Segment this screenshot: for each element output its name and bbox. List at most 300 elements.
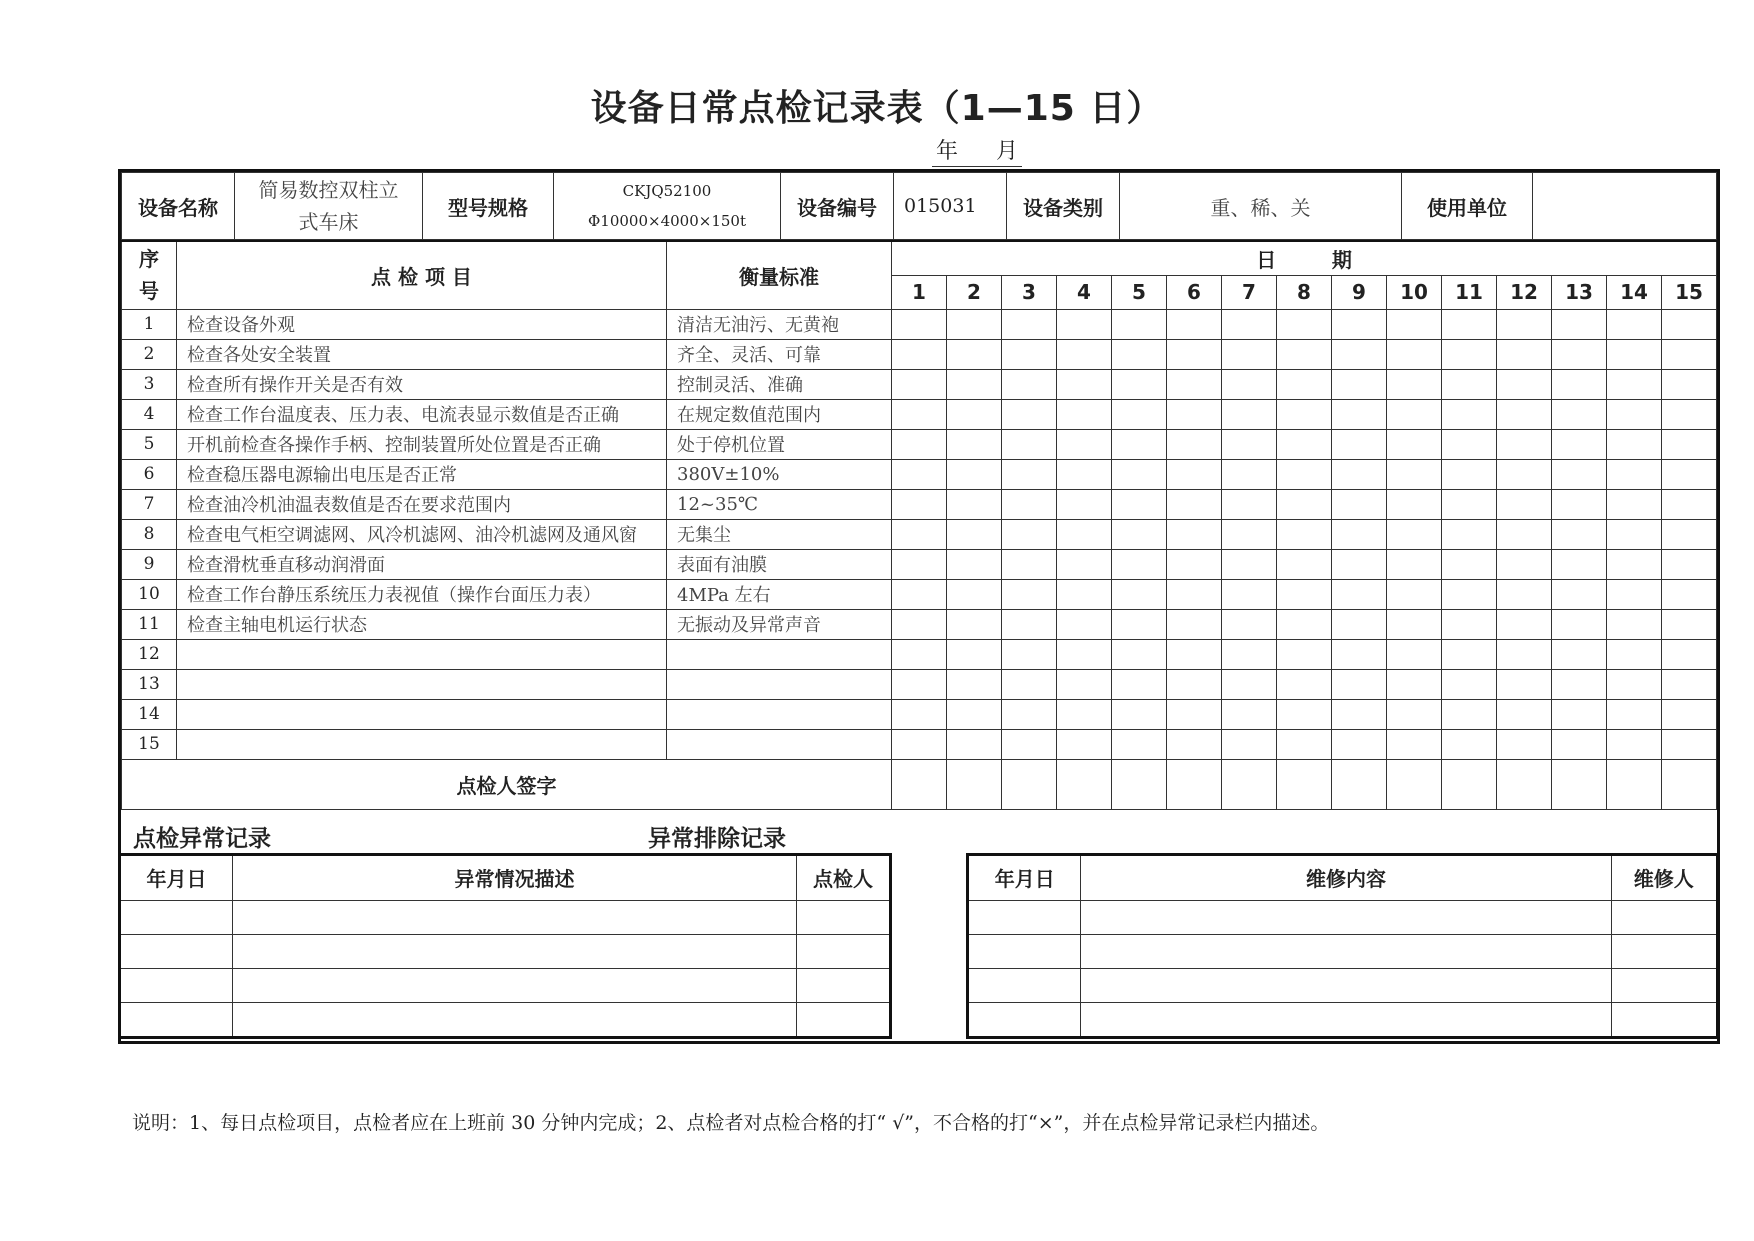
day-check-cell[interactable] [1277,639,1332,669]
day-check-cell[interactable] [1057,339,1112,369]
day-check-cell[interactable] [1387,639,1442,669]
category-label: 设备类别 [1007,173,1120,240]
day-check-cell[interactable] [1332,459,1387,489]
day-check-cell[interactable] [1387,339,1442,369]
day-check-cell[interactable] [892,699,947,729]
day-check-cell[interactable] [1552,549,1607,579]
item-row [122,399,1717,429]
day-check-cell[interactable] [1277,669,1332,699]
item-number: 2 [122,339,177,369]
day-check-cell[interactable] [1112,309,1167,339]
day-check-cell[interactable] [1442,369,1497,399]
day-header: 10 [1387,275,1442,309]
day-check-cell[interactable] [1662,489,1717,519]
item-number: 11 [122,609,177,639]
day-check-cell[interactable] [1222,489,1277,519]
day-check-cell[interactable] [892,609,947,639]
day-check-cell[interactable] [1607,309,1662,339]
item-standard [667,729,892,759]
day-check-cell[interactable] [1222,669,1277,699]
item-standard: 在规定数值范围内 [667,399,892,429]
day-check-cell[interactable] [1057,579,1112,609]
item-standard: 处于停机位置 [667,429,892,459]
item-row [122,579,1717,609]
day-check-cell[interactable] [1497,669,1552,699]
day-check-cell[interactable] [1442,399,1497,429]
day-check-cell[interactable] [892,369,947,399]
day-check-cell[interactable] [1002,429,1057,459]
signature-cell[interactable] [1607,759,1662,809]
day-check-cell[interactable] [1277,729,1332,759]
day-check-cell[interactable] [1442,309,1497,339]
day-check-cell[interactable] [1607,459,1662,489]
day-check-cell[interactable] [1112,339,1167,369]
day-check-cell[interactable] [1442,729,1497,759]
day-check-cell[interactable] [1442,699,1497,729]
day-check-cell[interactable] [1442,549,1497,579]
day-check-cell[interactable] [1002,459,1057,489]
day-check-cell[interactable] [1112,639,1167,669]
day-check-cell[interactable] [1332,699,1387,729]
day-check-cell[interactable] [1167,519,1222,549]
day-header: 2 [947,275,1002,309]
day-check-cell[interactable] [1277,519,1332,549]
day-check-cell[interactable] [1222,339,1277,369]
signature-cell[interactable] [1002,759,1057,809]
day-header: 7 [1222,275,1277,309]
day-header: 6 [1167,275,1222,309]
item-number: 1 [122,309,177,339]
day-check-cell[interactable] [1167,369,1222,399]
signature-cell[interactable] [892,759,947,809]
signature-cell[interactable] [1552,759,1607,809]
day-check-cell[interactable] [1607,429,1662,459]
day-check-cell[interactable] [892,489,947,519]
day-check-cell[interactable] [1002,399,1057,429]
day-check-cell[interactable] [1442,519,1497,549]
day-check-cell[interactable] [1442,429,1497,459]
abnormal-row [120,1002,891,1037]
day-check-cell[interactable] [1167,339,1222,369]
day-check-cell[interactable] [1497,339,1552,369]
day-check-cell[interactable] [1662,729,1717,759]
day-check-cell[interactable] [1607,639,1662,669]
day-check-cell[interactable] [1277,579,1332,609]
repair-date-header: 年月日 [968,854,1081,900]
day-header: 4 [1057,275,1112,309]
day-check-cell[interactable] [1607,399,1662,429]
day-check-cell[interactable] [1607,549,1662,579]
day-check-cell[interactable] [1002,309,1057,339]
item-number: 15 [122,729,177,759]
day-check-cell[interactable] [1167,729,1222,759]
day-check-cell[interactable] [947,369,1002,399]
day-check-cell[interactable] [1112,399,1167,429]
day-check-cell[interactable] [1057,369,1112,399]
day-check-cell[interactable] [1607,729,1662,759]
day-check-cell[interactable] [947,459,1002,489]
day-check-cell[interactable] [1662,699,1717,729]
item-row [122,489,1717,519]
day-check-cell[interactable] [1277,399,1332,429]
day-check-cell[interactable] [1222,369,1277,399]
day-check-cell[interactable] [1222,609,1277,639]
day-check-cell[interactable] [947,549,1002,579]
day-check-cell[interactable] [1167,549,1222,579]
day-check-cell[interactable] [1167,429,1222,459]
day-check-cell[interactable] [1057,519,1112,549]
repair-repairer-header: 维修人 [1611,854,1717,900]
day-check-cell[interactable] [1277,549,1332,579]
day-check-cell[interactable] [892,309,947,339]
day-check-cell[interactable] [1002,669,1057,699]
day-check-cell[interactable] [1167,579,1222,609]
day-check-cell[interactable] [1222,519,1277,549]
day-check-cell[interactable] [1497,309,1552,339]
day-check-cell[interactable] [1387,399,1442,429]
day-check-cell[interactable] [1057,309,1112,339]
day-check-cell[interactable] [1002,369,1057,399]
item-description [177,669,667,699]
day-check-cell[interactable] [947,609,1002,639]
item-row [122,459,1717,489]
day-check-cell[interactable] [1057,699,1112,729]
item-description: 检查各处安全装置 [177,339,667,369]
day-check-cell[interactable] [1057,669,1112,699]
abnormal-inspector-header: 点检人 [797,854,891,900]
day-check-cell[interactable] [1662,639,1717,669]
day-check-cell[interactable] [1002,699,1057,729]
day-check-cell[interactable] [1112,549,1167,579]
day-check-cell[interactable] [1112,429,1167,459]
day-check-cell[interactable] [947,489,1002,519]
day-check-cell[interactable] [1057,729,1112,759]
day-check-cell[interactable] [1662,609,1717,639]
day-check-cell[interactable] [1662,579,1717,609]
day-check-cell[interactable] [1222,699,1277,729]
day-check-cell[interactable] [1222,429,1277,459]
day-check-cell[interactable] [1442,459,1497,489]
day-check-cell[interactable] [947,639,1002,669]
item-number: 3 [122,369,177,399]
day-check-cell[interactable] [1222,579,1277,609]
day-check-cell[interactable] [1057,549,1112,579]
day-check-cell[interactable] [1277,429,1332,459]
day-check-cell[interactable] [1167,609,1222,639]
day-check-cell[interactable] [1167,669,1222,699]
day-check-cell[interactable] [1057,639,1112,669]
day-check-cell[interactable] [1222,309,1277,339]
signature-cell[interactable] [1662,759,1717,809]
day-check-cell[interactable] [1277,339,1332,369]
signature-cell[interactable] [1332,759,1387,809]
day-check-cell[interactable] [1662,339,1717,369]
day-check-cell[interactable] [1002,729,1057,759]
day-check-cell[interactable] [1387,609,1442,639]
day-check-cell[interactable] [1442,579,1497,609]
day-check-cell[interactable] [1167,309,1222,339]
day-check-cell[interactable] [1497,399,1552,429]
repair-row [968,900,1718,934]
day-check-cell[interactable] [1607,369,1662,399]
item-row [122,609,1717,639]
day-check-cell[interactable] [1662,309,1717,339]
day-check-cell[interactable] [892,669,947,699]
day-check-cell[interactable] [1497,489,1552,519]
year-month-line [932,138,1022,167]
day-check-cell[interactable] [1222,729,1277,759]
inspection-form [118,169,1720,1044]
item-description: 检查稳压器电源输出电压是否正常 [177,459,667,489]
day-check-cell[interactable] [1497,369,1552,399]
signature-cell[interactable] [1167,759,1222,809]
day-check-cell[interactable] [1662,369,1717,399]
records-area [121,810,1716,1041]
item-description: 检查所有操作开关是否有效 [177,369,667,399]
day-check-cell[interactable] [1277,369,1332,399]
year-label: 年 [936,139,959,164]
day-check-cell[interactable] [1002,489,1057,519]
day-check-cell[interactable] [1112,579,1167,609]
day-check-cell[interactable] [1332,669,1387,699]
day-check-cell[interactable] [1277,489,1332,519]
day-check-cell[interactable] [1552,579,1607,609]
day-check-cell[interactable] [1387,519,1442,549]
day-check-cell[interactable] [1332,549,1387,579]
repair-row [968,1002,1718,1037]
day-check-cell[interactable] [1552,699,1607,729]
day-check-cell[interactable] [1167,399,1222,429]
day-check-cell[interactable] [1112,609,1167,639]
day-check-cell[interactable] [1332,369,1387,399]
day-check-cell[interactable] [1222,399,1277,429]
signature-cell[interactable] [1497,759,1552,809]
day-check-cell[interactable] [892,579,947,609]
day-header: 14 [1607,275,1662,309]
day-check-cell[interactable] [1277,309,1332,339]
day-check-cell[interactable] [1222,549,1277,579]
day-check-cell[interactable] [1112,519,1167,549]
item-standard [667,669,892,699]
item-number: 13 [122,669,177,699]
day-check-cell[interactable] [1332,399,1387,429]
signature-cell[interactable] [1112,759,1167,809]
day-check-cell[interactable] [1277,699,1332,729]
day-check-cell[interactable] [1277,459,1332,489]
day-check-cell[interactable] [1607,669,1662,699]
day-check-cell[interactable] [947,519,1002,549]
day-check-cell[interactable] [947,339,1002,369]
day-check-cell[interactable] [1112,369,1167,399]
model-line-2: Φ10000×4000×150t [588,212,746,230]
day-check-cell[interactable] [1002,579,1057,609]
day-check-cell[interactable] [892,339,947,369]
day-check-cell[interactable] [1607,489,1662,519]
equipment-no-value: 015031 [894,173,1007,240]
day-check-cell[interactable] [1607,609,1662,639]
model-label: 型号规格 [423,173,554,240]
day-check-cell[interactable] [1497,699,1552,729]
repair-record-title: 异常排除记录 [648,825,786,852]
day-check-cell[interactable] [892,639,947,669]
day-check-cell[interactable] [1442,609,1497,639]
signature-cell[interactable] [1057,759,1112,809]
day-check-cell[interactable] [1442,489,1497,519]
day-check-cell[interactable] [1332,489,1387,519]
day-check-cell[interactable] [1387,699,1442,729]
signature-cell[interactable] [1277,759,1332,809]
day-check-cell[interactable] [1552,489,1607,519]
day-check-cell[interactable] [1497,519,1552,549]
item-row [122,549,1717,579]
day-check-cell[interactable] [1497,429,1552,459]
seq-header: 序号 [122,241,177,309]
day-check-cell[interactable] [1552,399,1607,429]
day-check-cell[interactable] [1002,639,1057,669]
day-check-cell[interactable] [1002,339,1057,369]
day-check-cell[interactable] [1662,669,1717,699]
day-check-cell[interactable] [1607,519,1662,549]
day-check-cell[interactable] [1442,639,1497,669]
day-check-cell[interactable] [1497,729,1552,759]
day-check-cell[interactable] [1112,489,1167,519]
day-check-cell[interactable] [1002,519,1057,549]
abnormal-row [120,934,891,968]
signature-cell[interactable] [947,759,1002,809]
day-check-cell[interactable] [1387,429,1442,459]
day-check-cell[interactable] [947,429,1002,459]
day-check-cell[interactable] [1057,489,1112,519]
day-check-cell[interactable] [1442,339,1497,369]
item-number: 7 [122,489,177,519]
day-check-cell[interactable] [1497,549,1552,579]
day-check-cell[interactable] [1607,579,1662,609]
item-description: 检查油冷机油温表数值是否在要求范围内 [177,489,667,519]
day-check-cell[interactable] [947,579,1002,609]
day-check-cell[interactable] [947,309,1002,339]
day-check-cell[interactable] [1497,459,1552,489]
day-check-cell[interactable] [1112,669,1167,699]
day-check-cell[interactable] [1112,459,1167,489]
day-check-cell[interactable] [1112,729,1167,759]
day-header: 11 [1442,275,1497,309]
item-row [122,309,1717,339]
item-number: 4 [122,399,177,429]
day-check-cell[interactable] [1387,489,1442,519]
day-check-cell[interactable] [1112,699,1167,729]
model-line-1: CKJQ52100 [622,182,712,200]
day-check-cell[interactable] [1387,579,1442,609]
day-check-cell[interactable] [1387,669,1442,699]
day-check-cell[interactable] [947,699,1002,729]
item-standard [667,639,892,669]
day-check-cell[interactable] [1277,609,1332,639]
day-check-cell[interactable] [892,519,947,549]
day-check-cell[interactable] [1057,429,1112,459]
user-dept-value[interactable] [1533,173,1717,240]
day-check-cell[interactable] [892,459,947,489]
date-header: 日 期 [892,241,1717,275]
day-check-cell[interactable] [1497,639,1552,669]
day-check-cell[interactable] [1332,339,1387,369]
day-check-cell[interactable] [1332,609,1387,639]
day-check-cell[interactable] [947,729,1002,759]
repair-row [968,934,1718,968]
day-check-cell[interactable] [1332,519,1387,549]
day-check-cell[interactable] [1332,429,1387,459]
check-items-table [121,240,1717,810]
day-check-cell[interactable] [1057,609,1112,639]
day-check-cell[interactable] [947,669,1002,699]
day-check-cell[interactable] [1552,639,1607,669]
day-check-cell[interactable] [892,429,947,459]
day-check-cell[interactable] [1167,699,1222,729]
day-check-cell[interactable] [1387,309,1442,339]
item-number: 6 [122,459,177,489]
day-check-cell[interactable] [1552,369,1607,399]
signature-cell[interactable] [1222,759,1277,809]
category-value: 重、稀、关 [1120,173,1402,240]
item-standard [667,699,892,729]
day-check-cell[interactable] [1662,519,1717,549]
day-check-cell[interactable] [1167,489,1222,519]
day-check-cell[interactable] [947,399,1002,429]
item-description: 检查工作台静压系统压力表视值（操作台面压力表） [177,579,667,609]
day-check-cell[interactable] [892,399,947,429]
day-check-cell[interactable] [1552,309,1607,339]
day-check-cell[interactable] [1387,369,1442,399]
signature-cell[interactable] [1442,759,1497,809]
day-check-cell[interactable] [1662,429,1717,459]
day-check-cell[interactable] [1552,339,1607,369]
day-check-cell[interactable] [1497,579,1552,609]
day-check-cell[interactable] [1552,669,1607,699]
day-check-cell[interactable] [1442,669,1497,699]
day-check-cell[interactable] [1332,579,1387,609]
day-check-cell[interactable] [1002,549,1057,579]
day-check-cell[interactable] [1607,339,1662,369]
day-check-cell[interactable] [1387,459,1442,489]
day-check-cell[interactable] [1607,699,1662,729]
signature-cell[interactable] [1387,759,1442,809]
day-check-cell[interactable] [1222,639,1277,669]
day-check-cell[interactable] [1332,729,1387,759]
day-check-cell[interactable] [1222,459,1277,489]
day-check-cell[interactable] [1552,459,1607,489]
day-check-cell[interactable] [1662,459,1717,489]
day-check-cell[interactable] [1662,549,1717,579]
day-check-cell[interactable] [1332,309,1387,339]
day-check-cell[interactable] [1552,429,1607,459]
day-check-cell[interactable] [1002,609,1057,639]
day-check-cell[interactable] [1167,639,1222,669]
day-check-cell[interactable] [1167,459,1222,489]
equipment-no-label: 设备编号 [781,173,894,240]
day-check-cell[interactable] [1387,729,1442,759]
day-check-cell[interactable] [892,549,947,579]
day-check-cell[interactable] [1057,399,1112,429]
day-check-cell[interactable] [892,729,947,759]
day-check-cell[interactable] [1552,609,1607,639]
abnormal-record-title: 点检异常记录 [133,825,271,852]
day-check-cell[interactable] [1662,399,1717,429]
day-check-cell[interactable] [1332,639,1387,669]
day-check-cell[interactable] [1552,519,1607,549]
day-check-cell[interactable] [1057,459,1112,489]
day-check-cell[interactable] [1552,729,1607,759]
day-check-cell[interactable] [1497,609,1552,639]
day-check-cell[interactable] [1387,549,1442,579]
